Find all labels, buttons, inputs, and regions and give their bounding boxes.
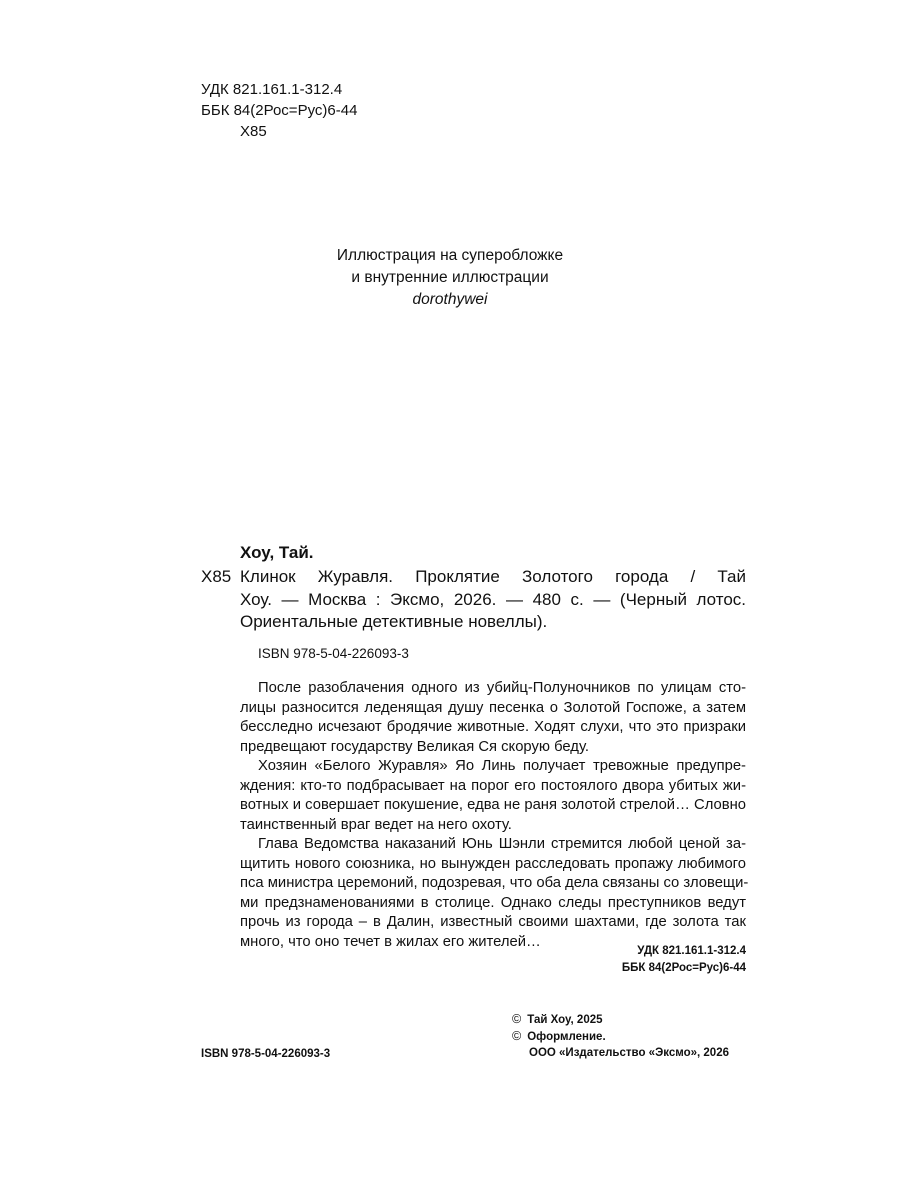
credits-artist: dorothywei [412,291,488,308]
annotation-line: предвещают государству Великая Ся скорую беду. [240,738,589,755]
copyright-author-text: Тай Хоу, 2025 [527,1014,603,1026]
bib-line: Клинок Журавля. Проклятие Золотого города / Тай [240,567,746,586]
annotation-line: вотных и совершает покушение, едва не раня золотой стрелой… Словно [240,797,746,813]
annotation-line: щитить нового союзника, но вынужден расследовать пропажу любимого [240,855,746,872]
annotation-line: После разоблачения одного из убийц-Полуночников по улицам сто- [258,680,746,696]
annotation-line: ми предзнаменованиями в столице. Однако следы преступников ведут [240,894,746,911]
bibliographic-code: Х85 [201,567,232,586]
copyright-design-text: Оформление. [527,1031,606,1043]
copyright-publisher [529,1045,729,1062]
bibliographic-description [240,566,746,634]
annotation-line: ждения: кто-то подбрасывает на порог его постоялого двора убитых жи- [240,777,746,794]
udk-code-right: УДК 821.161.1-312.4 [637,945,746,957]
udk-code: УДК 821.161.1-312.4 [201,81,343,98]
annotation-line: Глава Ведомства наказаний Юнь Шэнли стремится любой ценой за- [258,836,746,852]
bib-line: Ориентальные детективные новеллы). [240,612,548,631]
copyright-publisher-text: ООО «Издательство «Эксмо», 2026 [529,1047,729,1059]
copyright-symbol: © [512,1012,522,1026]
copyright-design [512,1028,606,1046]
illustration-credits [250,245,650,311]
copyright-symbol: © [512,1029,522,1043]
annotation [240,679,749,952]
author-mark-code: Х85 [240,123,267,140]
isbn-main: ISBN 978-5-04-226093-3 [258,646,409,661]
annotation-line: пса министра церемоний, подозревая, что оба дела связаны со зловещи- [240,875,749,891]
bib-line: Хоу. — Москва : Эксмо, 2026. — 480 с. — (Черный лотос. [240,589,746,609]
annotation-line: бесследно исчезают бродячие животные. Ходят слухи, что это призраки [240,719,746,735]
copyright-author [512,1011,603,1029]
credits-line-2: и внутренние иллюстрации [351,269,549,286]
annotation-line: Хозяин «Белого Журавля» Яо Линь получает тревожные предупре- [258,758,746,774]
author-heading: Хоу, Тай. [240,543,314,562]
annotation-line: таинственный враг ведет на него охоту. [240,816,512,833]
bbk-code-right: ББК 84(2Рос=Рус)6-44 [621,962,746,974]
isbn-bottom: ISBN 978-5-04-226093-3 [201,1048,331,1060]
annotation-line: много, что оно течет в жилах его жителей… [240,933,541,950]
bbk-code: ББК 84(2Рос=Рус)6-44 [201,102,358,119]
annotation-line: лицы разносится леденящая душу песенка о Золотой Госпоже, а затем [240,699,746,716]
annotation-line: прочь из города – в Далин, известный своими шахтами, где золота так [240,914,746,930]
credits-line-1: Иллюстрация на суперобложке [336,247,564,264]
